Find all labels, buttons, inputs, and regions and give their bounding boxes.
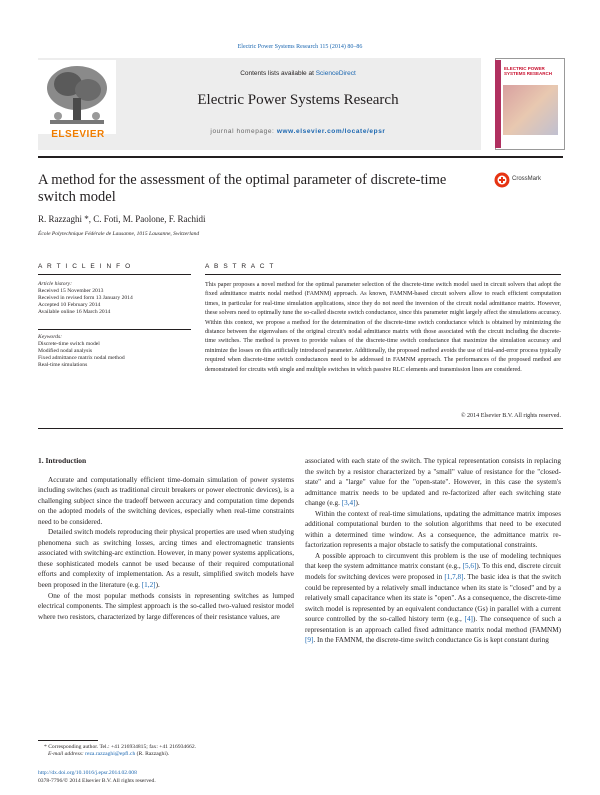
header-rule — [38, 156, 563, 158]
contents-line — [118, 70, 478, 77]
homepage-prefix: journal homepage: — [210, 128, 277, 135]
journal-reference[interactable]: Electric Power Systems Research 115 (2014) 80–86 — [237, 44, 363, 50]
right-column — [305, 456, 561, 646]
journal-cover-title: ELECTRIC POWER SYSTEMS RESEARCH — [504, 66, 553, 76]
doi-link[interactable]: http://dx.doi.org/10.1016/j.epsr.2014.02.008 — [38, 770, 137, 776]
email-suffix: (R. Razzaghi). — [135, 751, 170, 757]
paragraph-text: associated with each state of the switch. The typical representation consists in replacing the switch by a resistor characterized by a "small" value of resistance for the "closed-state" and a "large" value for the "open-state". However, in this case the system's admittance matrix needs to be updated and re-factorized after each switching state change (e.g. — [305, 457, 561, 508]
paragraph: One of the most popular methods consists in representing switches as lumped electrical components. The simplest approach is the so-called two-valued resistor model where two resistors, characterized by large differences of their resistance values, are — [38, 591, 294, 621]
paragraph-text: A possible approach to circumvent this problem is the use of modeling techniques that keep the system admittance matrix constant (e.g., — [305, 551, 561, 571]
affiliation: École Polytechnique Fédérale de Lausanne, 1015 Lausanne, Switzerland — [38, 231, 200, 237]
keyword: Discrete-time switch model — [38, 341, 100, 347]
email-link[interactable]: reza.razzaghi@epfl.ch — [85, 751, 136, 757]
history-item: Received 15 November 2013 — [38, 288, 104, 294]
abstract-rule — [205, 274, 561, 275]
email-prefix: E-mail address: — [48, 751, 86, 757]
paper-title: A method for the assessment of the optimal parameter of discrete-time switch model — [38, 172, 447, 205]
citation-link[interactable]: [3,4] — [341, 499, 356, 508]
article-info-label: A R T I C L E I N F O — [38, 263, 132, 270]
abstract-text: This paper proposes a novel method for the optimal parameter selection of the discrete-time switch model used in circuit solvers that adopt the fixed admittance matrix nodal method (FAMNM) approach. As known, FAMNM-based circuit solvers allow to reach efficient computation times, in particular for real-time simulation applications, since they do not need the inversion of the circuit nodal admittance matrix. However, these solvers need to optimally tune the so-called discrete switch conductance, since this parameter might largely affect the simulations accuracy. Within this context, we propose a method for the determination of the discrete-time switch conductance which is obtained by minimizing the distance between the eigenvalues of the original circuit's nodal admittance matrix with those associated with the circuit including the discrete-time switches. The method is proven to provide values of the discrete-time switch conductance that maximize the simulation accuracy and minimize the losses on this artificially introduced parameter. Additionally, the proposed method avoids the use of trial-and-error process typically required when discrete-time switch conductances need to be addressed in FAMNM approach. The performances of the proposed method are demonstrated for circuits with single and multiple switches in which passive RLC elements and transmission lines are considered. — [205, 282, 561, 373]
paragraph — [305, 551, 561, 646]
footnote — [38, 744, 294, 758]
citation-link[interactable]: [9] — [305, 636, 314, 645]
keyword: Fixed admittance matrix nodal method — [38, 355, 125, 361]
crossmark-icon[interactable] — [494, 172, 510, 188]
history-item: Accepted 10 February 2014 — [38, 302, 101, 308]
paragraph: Within the context of real-time simulations, updating the admittance matrix imposes additional computational burden to the solution algorithms that need to be executed within a determined time window. As a consequence, the admittance matrix re-factorization represents a major obstacle to satisfy the computational constraints. — [305, 509, 561, 550]
paragraph-text: Detailed switch models reproducing their physical properties are used when studying phenomena such as switching losses, arcing times and electromagnetic transients associated with switching-arc extinction. However, in many power systems applications, these sophisticated models cannot be used because of their required computational efforts and complexity of implementation. As a result, simplified switch models have been proposed in the literature (e.g. — [38, 528, 294, 590]
abstract-bottom-rule — [38, 428, 563, 429]
history-item: Available online 16 March 2014 — [38, 309, 111, 315]
publisher-name: ELSEVIER — [51, 129, 105, 140]
issn-line: 0378-7796/© 2014 Elsevier B.V. All rights reserved. — [38, 778, 156, 784]
journal-title: Electric Power Systems Research — [197, 92, 399, 108]
homepage-line — [118, 128, 478, 135]
authors: R. Razzaghi *, C. Foti, M. Paolone, F. Rachidi — [38, 214, 206, 224]
abstract-label: A B S T R A C T — [205, 263, 275, 270]
paragraph-text: ). To this end, discrete circuit models for switching devices were proposed in — [305, 562, 562, 582]
contents-prefix: Contents lists available at — [240, 70, 316, 77]
history-item: Received in revised form 13 January 2014 — [38, 295, 133, 301]
crossmark-label: CrossMark — [512, 176, 542, 182]
sciencedirect-link[interactable]: ScienceDirect — [315, 70, 356, 77]
article-info-rule — [38, 274, 191, 275]
journal-cover-image — [503, 85, 558, 135]
citation-link[interactable]: [4] — [464, 615, 473, 624]
bottom-identifiers — [38, 769, 156, 785]
paragraph-text: . In the FAMNM, the discrete-time switch conductance Gs is kept constant during — [313, 636, 549, 645]
section-heading-introduction: 1. Introduction — [38, 456, 87, 465]
citation-link[interactable]: [5,6] — [462, 562, 477, 571]
history-label: Article history: — [38, 281, 73, 287]
left-column — [38, 456, 294, 622]
citation-link[interactable]: [1,2] — [141, 581, 156, 590]
paragraph-text: ). — [355, 499, 360, 508]
keyword: Modified nodal analysis — [38, 348, 93, 354]
citation-link[interactable]: [1,7,8] — [444, 573, 464, 582]
corresponding-author: * Corresponding author. Tel.: +41 216934815; fax: +41 216934662. — [44, 744, 197, 750]
paragraph-text: ). — [155, 581, 160, 590]
journal-cover-stripe — [495, 60, 501, 148]
paragraph: Accurate and computationally efficient time-domain simulation of power systems including switches (such as traditional circuit breakers or power electronic devices), is a challenging subject since the tradeoff between accuracy and computation time depends on the adopted models of the switching devices, especially when real-time constraints need to be considered. — [38, 475, 294, 526]
elsevier-tree-logo — [38, 60, 116, 134]
article-history — [38, 281, 191, 316]
keywords-label: Keywords: — [38, 334, 63, 340]
paragraph — [305, 456, 561, 509]
paragraph-text: ). The consequence of such a representation is an approach called fixed admittance matrix nodal method (FAMNM) — [305, 615, 562, 634]
homepage-link[interactable]: www.elsevier.com/locate/epsr — [276, 128, 386, 135]
abstract-copyright: © 2014 Elsevier B.V. All rights reserved. — [460, 413, 561, 419]
paragraph — [38, 527, 294, 590]
email-line — [38, 751, 294, 758]
keywords — [38, 334, 191, 369]
keyword: Real-time simulations — [38, 362, 88, 368]
paragraph-text: . The basic idea is that the switch could be represented by a relatively small inductance when its state is "closed" and by a relatively small capacitance when its state is "open". As a consequence, the discrete-time switch model is represented by an equivalent conductance (Gs) in parallel with a current source controlled by the so-called history term (e.g., — [305, 573, 561, 624]
